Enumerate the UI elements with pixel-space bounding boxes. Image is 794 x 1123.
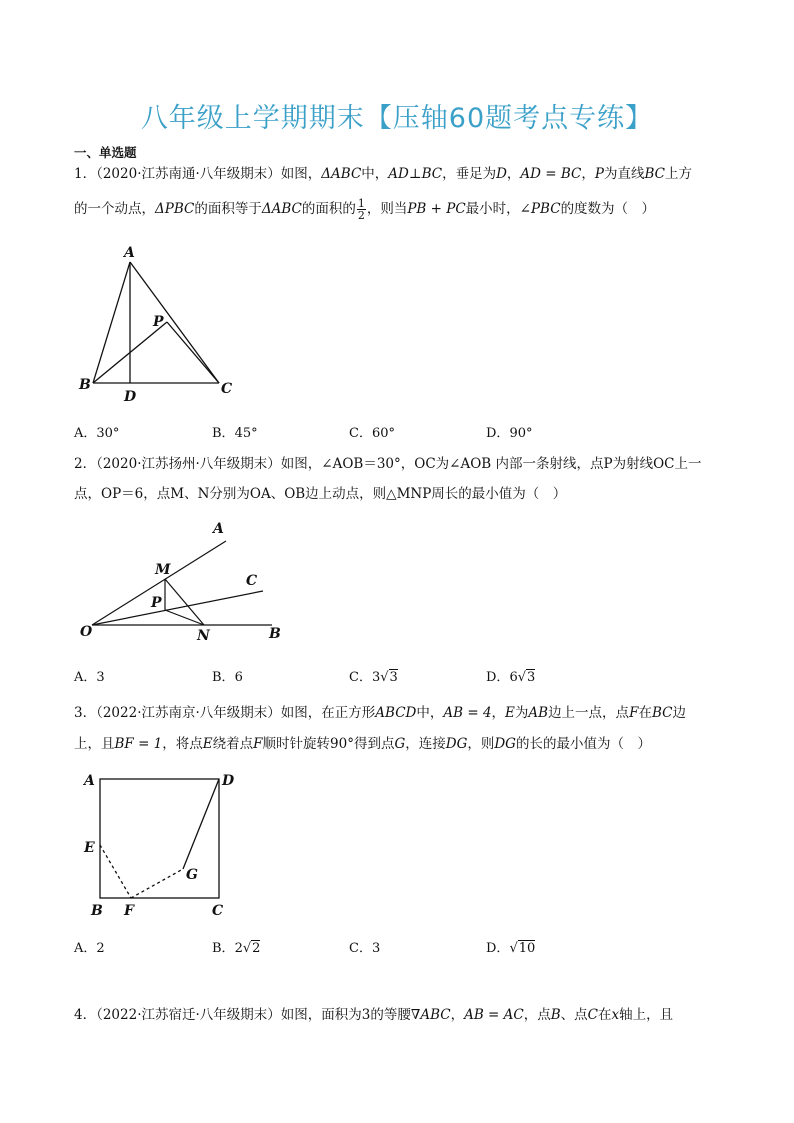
text: 点，OP＝6，点M、N分别为OA、OB边上动点，则△MNP周长的最小值为（ ） <box>74 486 567 502</box>
sqrt-sign: √ <box>517 670 527 685</box>
text: 绕着点 <box>212 736 254 752</box>
math: F <box>253 736 263 752</box>
math: PB + PC <box>407 201 466 217</box>
option-text: 2 <box>96 941 105 956</box>
option-text: 30° <box>96 426 120 441</box>
question-1-source: （2020·江苏南通·八年级期末） <box>96 166 281 182</box>
math: ΔPBC <box>155 201 195 217</box>
math: ΔABC <box>321 166 362 182</box>
label-e: E <box>84 840 95 856</box>
text: 为 <box>514 705 529 721</box>
option-text: 60° <box>371 426 395 441</box>
math: E <box>505 705 515 721</box>
label-a: A <box>124 245 135 261</box>
text: ，垂足为 <box>442 166 497 182</box>
text: 顺时针旋转90°得到点 <box>262 736 395 752</box>
math: B <box>550 1007 561 1023</box>
sqrt-sign: √ <box>509 941 518 956</box>
math: BC <box>644 166 665 182</box>
option-letter: A． <box>74 670 97 685</box>
segment-fg <box>131 869 183 898</box>
option-letter: D． <box>486 670 510 685</box>
label-f: F <box>124 903 134 919</box>
math: AD = BC <box>520 166 582 182</box>
question-3-number: 3． <box>74 705 97 721</box>
text: ， <box>506 166 521 182</box>
option-letter: B． <box>212 941 235 956</box>
math: ∠PBC <box>519 201 561 217</box>
option-d[interactable] <box>486 940 535 958</box>
label-c: C <box>246 573 258 589</box>
math: DG <box>494 736 516 752</box>
option-letter: D． <box>486 941 510 956</box>
text: ，点 <box>523 1007 551 1023</box>
math: F <box>629 705 639 721</box>
text: 中， <box>361 166 389 182</box>
option-coefficient: 6 <box>509 670 518 685</box>
option-radicand: 3 <box>389 670 398 685</box>
page-title: 八年级上学期期末【压轴60题考点专练】 <box>140 103 654 134</box>
option-letter: A． <box>74 426 97 441</box>
text: 轴上，且 <box>619 1007 674 1023</box>
math: P <box>594 166 604 182</box>
square-abcd <box>100 779 219 898</box>
option-letter: B． <box>212 670 235 685</box>
text: 在 <box>598 1007 612 1023</box>
sqrt-sign: √ <box>242 941 252 956</box>
sqrt-sign: √ <box>380 670 389 685</box>
text: ，则当 <box>366 201 408 217</box>
option-letter: D． <box>486 426 510 441</box>
option-letter: C． <box>349 426 372 441</box>
label-c: C <box>212 903 224 919</box>
label-a: A <box>213 521 224 537</box>
question-3-source: （2022·江苏南京·八年级期末） <box>96 705 281 721</box>
option-text: 45° <box>234 426 258 441</box>
math: AB = 4 <box>443 705 492 721</box>
question-2-number: 2． <box>74 456 97 472</box>
label-m: M <box>155 562 171 578</box>
text: 中， <box>416 705 444 721</box>
text: 如图，在正方形 <box>280 705 376 721</box>
option-letter: C． <box>349 670 372 685</box>
label-n: N <box>197 628 210 644</box>
option-radicand: 3 <box>527 670 536 685</box>
math: ∇ABC <box>410 1007 451 1023</box>
math: x <box>611 1007 620 1023</box>
text: 的面积的 <box>301 201 356 217</box>
text: 上，且 <box>74 736 115 752</box>
math: AB = AC <box>464 1007 524 1023</box>
option-a[interactable] <box>74 940 105 958</box>
question-4-line-1 <box>74 1005 673 1025</box>
label-d: D <box>222 773 235 789</box>
label-g: G <box>186 867 198 883</box>
text: 的度数为（ ） <box>560 201 656 217</box>
text: 的面积等于 <box>194 201 262 217</box>
fraction-numerator: 1 <box>357 197 365 210</box>
math: C <box>587 1007 598 1023</box>
math: AB <box>528 705 549 721</box>
label-p: P <box>153 314 164 330</box>
text: 如图， <box>280 166 322 182</box>
text: ， <box>581 166 595 182</box>
text: ， <box>491 705 506 721</box>
text: 的长的最小值为（ ） <box>515 736 651 752</box>
question-4-source: （2022·江苏宿迁·八年级期末） <box>96 1007 281 1023</box>
text: 上方 <box>664 166 692 182</box>
text: 如图，∠AOB＝30°，OC为∠AOB 内部一条射线，点P为射线OC上一 <box>280 456 702 472</box>
text: 最小时， <box>465 201 520 217</box>
option-radicand: 2 <box>252 941 261 956</box>
math: ΔABC <box>261 201 302 217</box>
option-radicand: 10 <box>518 941 536 956</box>
math: BC <box>651 705 673 721</box>
label-o: O <box>80 624 93 640</box>
label-b: B <box>91 903 103 919</box>
math: AD⊥BC <box>388 166 443 182</box>
label-d: D <box>124 389 137 405</box>
section-heading: 一、单选题 <box>74 145 137 160</box>
label-p: P <box>151 595 162 611</box>
text: 、点 <box>560 1007 588 1023</box>
math: D <box>496 166 507 182</box>
text: ，连接 <box>405 736 446 752</box>
label-b: B <box>79 377 91 393</box>
text: 为直线 <box>603 166 645 182</box>
option-c[interactable] <box>349 940 380 958</box>
text: 在 <box>638 705 652 721</box>
math: G <box>394 736 406 752</box>
question-1-number: 1． <box>74 166 97 182</box>
fraction-denominator: 2 <box>357 209 365 222</box>
label-a: A <box>84 773 95 789</box>
segment-dg <box>183 779 219 869</box>
option-b[interactable] <box>212 940 260 958</box>
text: ，将点 <box>162 736 203 752</box>
question-4-number: 4． <box>74 1007 97 1023</box>
option-coefficient: 3 <box>371 670 381 685</box>
text: 边 <box>672 705 686 721</box>
text: ， <box>450 1007 465 1023</box>
option-text: 3 <box>96 670 105 685</box>
option-letter: A． <box>74 941 97 956</box>
option-letter: B． <box>212 426 235 441</box>
text: ，则 <box>467 736 495 752</box>
label-b: B <box>269 626 281 642</box>
option-text: 6 <box>234 670 243 685</box>
math: DG <box>445 736 468 752</box>
segment-ef <box>100 845 131 898</box>
label-c: C <box>221 381 233 397</box>
text: 边上一点，点 <box>548 705 630 721</box>
math: ABCD <box>375 705 417 721</box>
math: E <box>202 736 213 752</box>
option-coefficient: 2 <box>234 941 243 956</box>
text: 的一个动点， <box>74 201 155 217</box>
text: 如图，面积为3的等腰 <box>280 1007 411 1023</box>
option-text: 3 <box>371 941 381 956</box>
option-text: 90° <box>509 426 533 441</box>
question-2-source: （2020·江苏扬州·八年级期末） <box>96 456 281 472</box>
option-letter: C． <box>349 941 372 956</box>
math: BF = 1 <box>114 736 163 752</box>
